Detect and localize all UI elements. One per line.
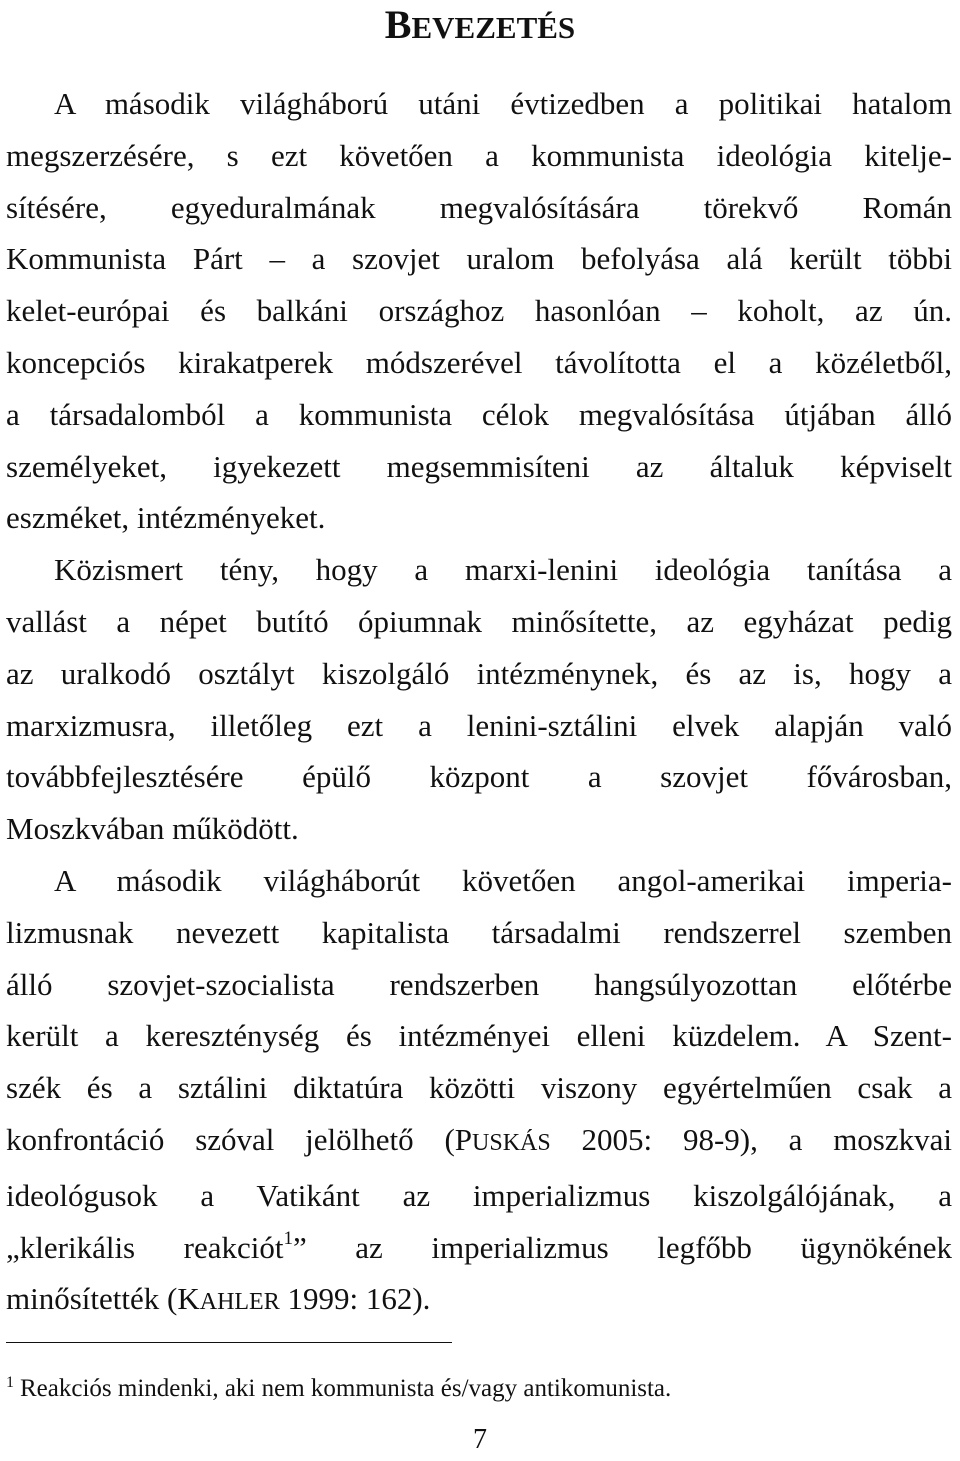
title-rest: EVEZETÉS [411,10,576,45]
text-line: marxizmusra, illetőleg ezt a lenini-sztálini elvek alapján való [6,707,952,743]
page-number: 7 [473,1424,487,1455]
text-line: a társadalomból a kommunista célok megvalósítása útjában álló [6,396,952,432]
text-line: szék és a sztálini diktatúra közötti viszony egyértelműen csak a [6,1070,952,1106]
title-initial: B [384,2,412,47]
text-line: továbbfejlesztésére épülő központ a szovjet fővárosban, [6,759,952,795]
text-line-citation: konfrontáció szóval jelölhető (PUSKÁS 2005: 98-9), a moszkvai [6,1121,953,1157]
text-line-citation: minősítették (KAHLER 1999: 162). [6,1281,431,1317]
text-line: kelet-európai és balkáni országhoz hasonlóan – koholt, az ún. [6,293,952,329]
text-line: Kommunista Párt – a szovjet uralom befolyása alá került többi [6,241,952,277]
text-line: A második világháborút követően angol-amerikai imperia- [54,862,952,898]
text-line: megszerzésére, s ezt követően a kommunista ideológia kitelje- [6,137,952,173]
author-smallcaps: AHLER [199,1289,280,1316]
footnote-reference[interactable]: 1 [283,1227,293,1249]
text-line: Közismert tény, hogy a marxi-lenini ideológia tanítása a [54,552,952,588]
text-line: álló szovjet-szocialista rendszerben hangsúlyozottan előtérbe [6,966,952,1002]
footnote-number: 1 [6,1374,14,1391]
text-line-footnote-ref: „klerikális reakciót$^1$” az imperializmus legfőbb ügynökének [6,1227,952,1265]
text-line: lizmusnak nevezett kapitalista társadalmi rendszerrel szemben [6,914,952,950]
text-line: eszméket, intézményeket. [6,500,326,536]
text-line: került a kereszténység és intézményei elleni küzdelem. A Szent- [6,1018,952,1054]
author-smallcaps: USKÁS [472,1129,551,1156]
text-line: sítésére, egyeduralmának megvalósítására törekvő Román [6,189,952,225]
footnote [6,1374,671,1404]
text-line: vallást a népet butító ópiumnak minősítette, az egyházat pedig [6,603,952,639]
text-line: A második világháború utáni évtizedben a politikai hatalom [54,86,952,121]
text-line: személyeket, igyekezett megsemmisíteni az általuk képviselt [6,448,952,484]
text-line: Moszkvában működött. [6,811,299,847]
footnote-separator [6,1342,452,1343]
text-line: koncepciós kirakatperek módszerével távolította el a közéletből, [6,344,952,380]
text-line: ideológusok a Vatikánt az imperializmus kiszolgálójának, a [6,1177,952,1213]
page-title [0,2,960,51]
footnote-text: Reakciós mindenki, aki nem kommunista és/vagy antikomunista. [20,1375,672,1402]
body-text [6,78,952,1329]
text-line: az uralkodó osztályt kiszolgáló intézménynek, és az is, hogy a [6,655,952,691]
